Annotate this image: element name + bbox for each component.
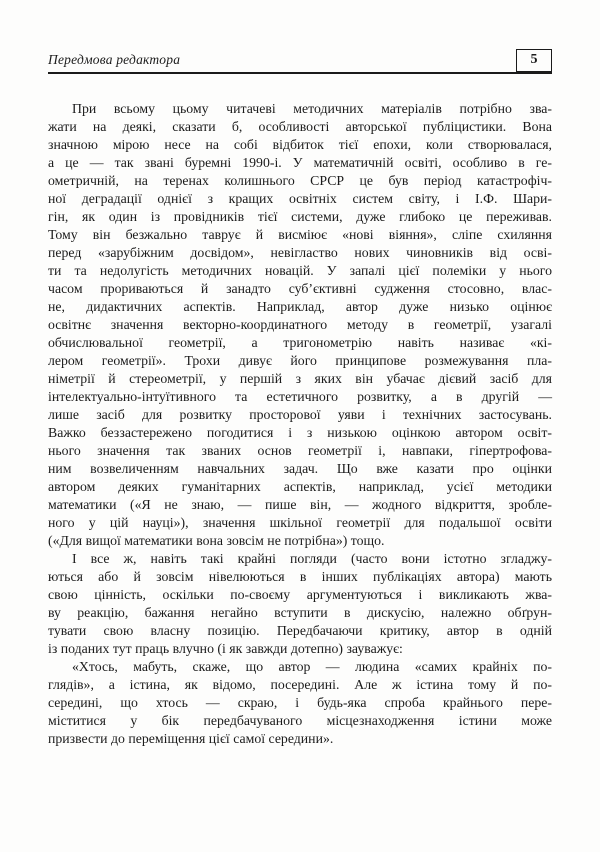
text-line: ного у цій науці»), значення шкільної геометрії для подальшої освіти <box>48 515 552 530</box>
text-line: інтелектуально-інтуїтивного та естетичного розвитку, а в другій — <box>48 389 552 404</box>
text-line: глядів», а істина, як відомо, посередині. Але ж істина тому й по- <box>48 677 552 692</box>
text-line: ти та недолугість методичних новацій. У запалі цієї полеміки у нього <box>48 263 552 278</box>
text-line: міститися у бік передбачуваного місцезнаходження істини може <box>48 713 552 728</box>
text-line: І все ж, навіть такі крайні погляди (часто вони істотно згладжу- <box>72 551 552 566</box>
text-line: а це — так звані буремні 1990-і. У математичній освіті, особливо в ге- <box>48 155 552 170</box>
text-line: математики («Я не знаю, — пише він, — жодного відкриття, зробле- <box>48 497 552 512</box>
text-line: («Для вищої математики вона зовсім не потрібна») тощо. <box>48 533 385 548</box>
text-line: Важко беззастережено погодитися і з низькою оцінкою автором освіт- <box>48 425 552 440</box>
text-line: гін, як один із провідників тієї системи, дуже глибоко це переживав. <box>48 209 552 224</box>
text-line: «Хтось, мабуть, скаже, що автор — людина «самих крайніх по- <box>72 659 552 674</box>
page-body <box>48 100 552 748</box>
text-line: освітнє значення векторно-координатного методу в геометрії, узагалі <box>48 317 552 332</box>
running-head <box>48 0 552 72</box>
text-line: не, дидактичних аспектів. Наприклад, автор дуже низько оцінює <box>48 299 552 314</box>
text-line: автором деяких гуманітарних аспектів, наприклад, усієї методики <box>48 479 552 494</box>
text-line: ним возвеличенням навчальних задач. Що вже казати про оцінки <box>48 461 552 476</box>
text-line: ометричній, на теренах колишнього СРСР це був період катастрофіч- <box>48 173 552 188</box>
header-rule <box>48 72 552 74</box>
text-line: лише засіб для розвитку просторової уяви і технічних застосувань. <box>48 407 552 422</box>
text-line: При всьому цьому читачеві методичних матеріалів потрібно зва- <box>72 101 552 116</box>
page-number-box: 5 <box>516 49 552 72</box>
text-line: тувати свою власну позицію. Передбачаючи критику, автор в одній <box>48 623 552 638</box>
paragraph <box>48 100 552 550</box>
text-line: нього значення так званих основ геометрії і, навпаки, гіпертрофова- <box>48 443 552 458</box>
text-line: ної деградації однієї з кращих освітніх систем світу, і І.Ф. Шари- <box>48 191 552 206</box>
text-line: значною мірою несе на собі відбиток тієї епохи, коли створювалася, <box>48 137 552 152</box>
paragraph <box>48 658 552 748</box>
text-line: ву реакцію, бажання негайно вступити в дискусію, належно обґрун- <box>48 605 552 620</box>
text-line: лером геометрії». Трохи дивує його принципове розмежування пла- <box>48 353 552 368</box>
running-head-title: Передмова редактора <box>48 52 181 67</box>
text-line: із поданих тут праць влучно (і як завжди дотепно) зауважує: <box>48 641 403 656</box>
text-line: німетрії й стереометрії, у першій з яких він убачає дієвий засіб для <box>48 371 552 386</box>
text-line: часом прориваються й занадто суб’єктивні судження стосовно, влас- <box>48 281 552 296</box>
text-line: середині, що хтось — скраю, і будь-яка спроба крайнього пере- <box>48 695 552 710</box>
paragraph <box>48 550 552 658</box>
text-line: свою цінність, оскільки по-своєму аргументуються і викликають жва- <box>48 587 552 602</box>
text-line: ються або й зовсім нівелюються в інших публікаціях автора) мають <box>48 569 552 584</box>
text-line: призвести до переміщення цієї самої середини». <box>48 731 334 746</box>
text-line: жати на деякі, сказати б, особливості авторської публіцистики. Вона <box>48 119 552 134</box>
text-line: обчислювальної геометрії, а тригонометрію навіть називає «кі- <box>48 335 552 350</box>
text-line: перед «зарубіжним досвідом», невігластво нових чиновників від осві- <box>48 245 552 260</box>
text-line: Тому він безжально таврує й висміює «нові віяння», сліпе схиляння <box>48 227 552 242</box>
